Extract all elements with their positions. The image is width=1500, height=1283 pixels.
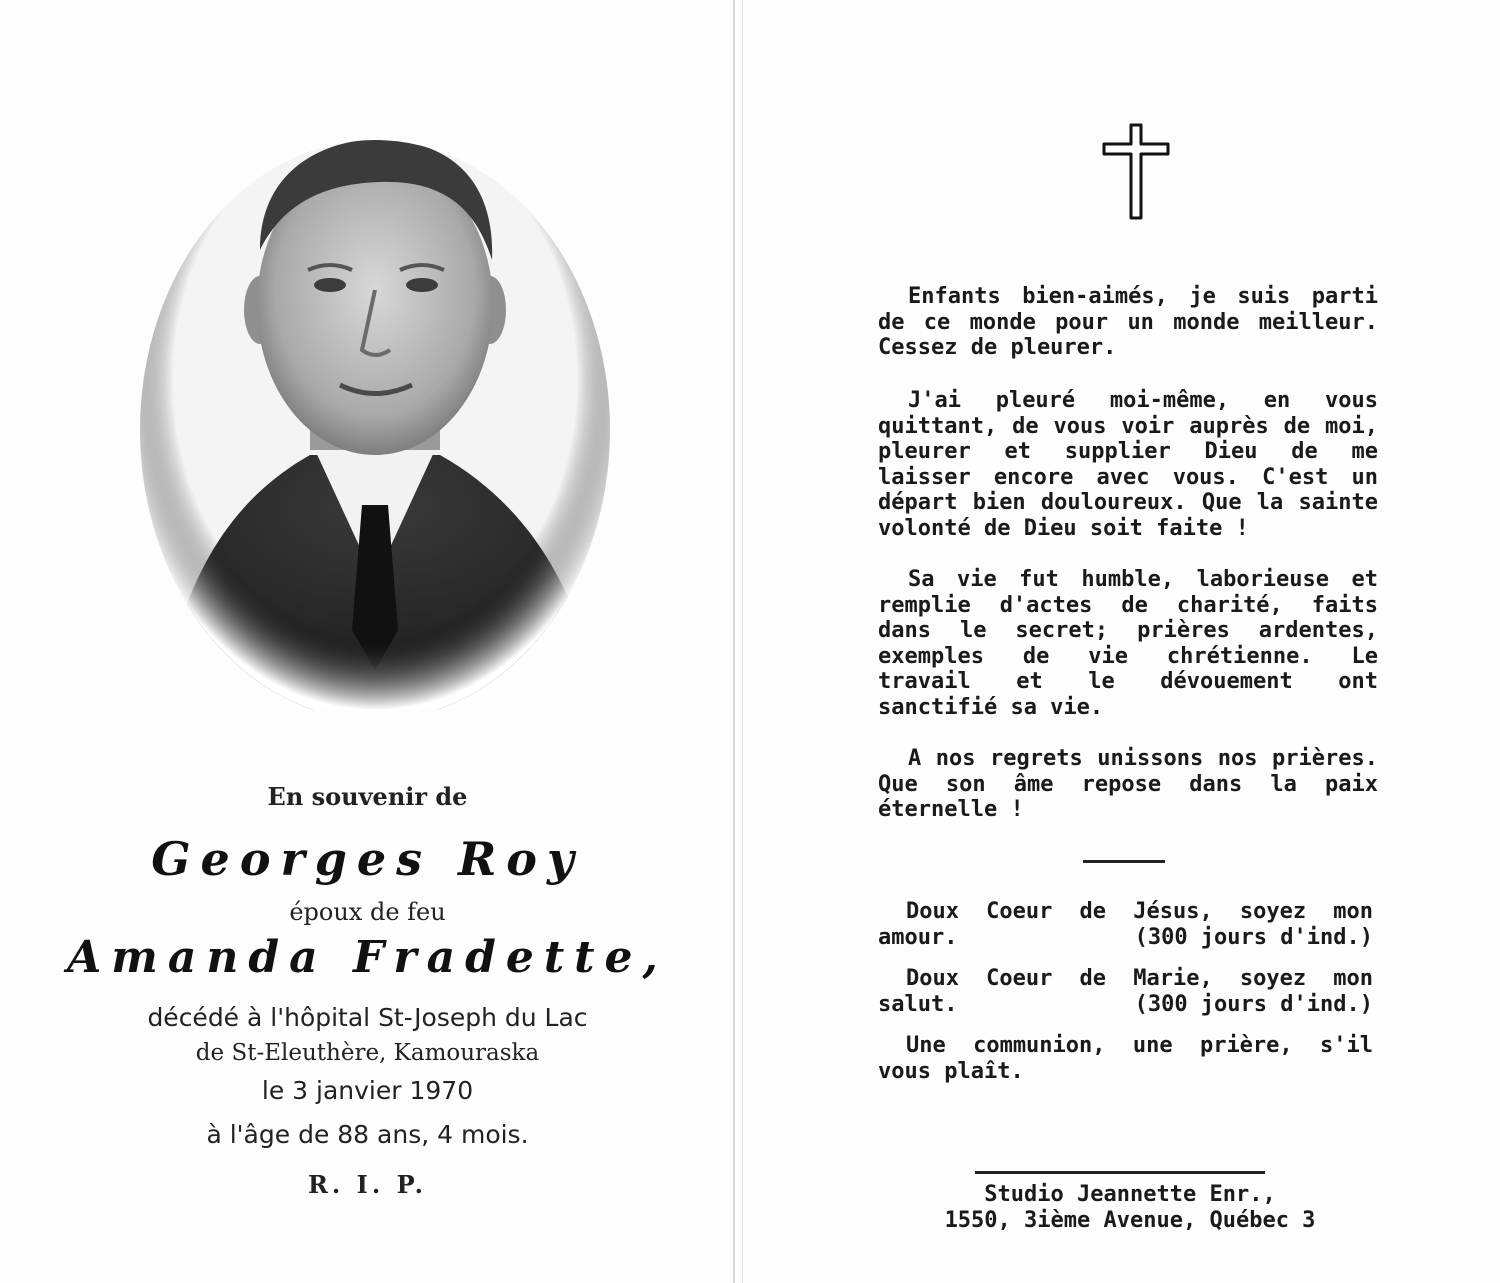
invocation-word: salut. [878,992,958,1017]
prayer-paragraph: J'ai pleuré moi-même, en vous quittant, de vous voir auprès de moi, pleurer et supplier Dieu de me laisser encore avec vous. C'est un départ bien douloureux. Que la sainte volonté de Dieu soit faite ! [878,388,1378,541]
spouse-intro: époux de feu [289,898,446,926]
indulgence-note: (300 jours d'ind.) [1134,992,1373,1017]
deceased-name: Georges Roy [151,832,584,886]
spouse-name: Amanda Fradette, [67,932,668,983]
closing-request [878,1033,1373,1085]
studio-name: Studio Jeannette Enr., [984,1182,1276,1207]
separator-line [1083,860,1165,863]
separator-line [975,1171,1265,1174]
prayer-paragraph: Sa vie fut humble, laborieuse et remplie d'actes de charité, faits dans le secret; prières ardentes, exemples de vie chrétienne. Le travail et le dévouement ont sanctifié sa vie. [878,567,1378,720]
invocation-word: amour. [878,925,958,950]
prayer-paragraph: A nos regrets unissons nos prières. Que son âme repose dans la paix éternelle ! [878,746,1378,823]
invocation-sacred-heart [878,899,1373,951]
death-place: décédé à l'hôpital St-Joseph du Lac [147,1003,588,1032]
card-divider [742,0,743,1283]
prayer-paragraph: Enfants bien-aimés, je suis parti de ce monde pour un monde meilleur. Cessez de pleurer. [878,284,1378,361]
death-town: de St-Eleuthère, Kamouraska [195,1040,540,1066]
invocation-line: Doux Coeur de Jésus, soyez mon [906,899,1373,924]
in-memory-heading: En souvenir de [267,782,468,811]
age-at-death: à l'âge de 88 ans, 4 mois. [206,1120,529,1149]
portrait-photo [140,110,610,710]
latin-cross-icon [1100,122,1172,222]
invocation-line: Doux Coeur de Marie, soyez mon [906,966,1373,991]
indulgence-note: (300 jours d'ind.) [1134,925,1373,950]
closing-line: vous plaît. [878,1059,1024,1084]
studio-address: 1550, 3ième Avenue, Québec 3 [944,1208,1316,1233]
invocation-heart-of-mary [878,966,1373,1018]
death-date: le 3 janvier 1970 [261,1076,474,1105]
closing-line: Une communion, une prière, s'il [906,1033,1373,1058]
rip-text: R. I. P. [307,1170,428,1199]
